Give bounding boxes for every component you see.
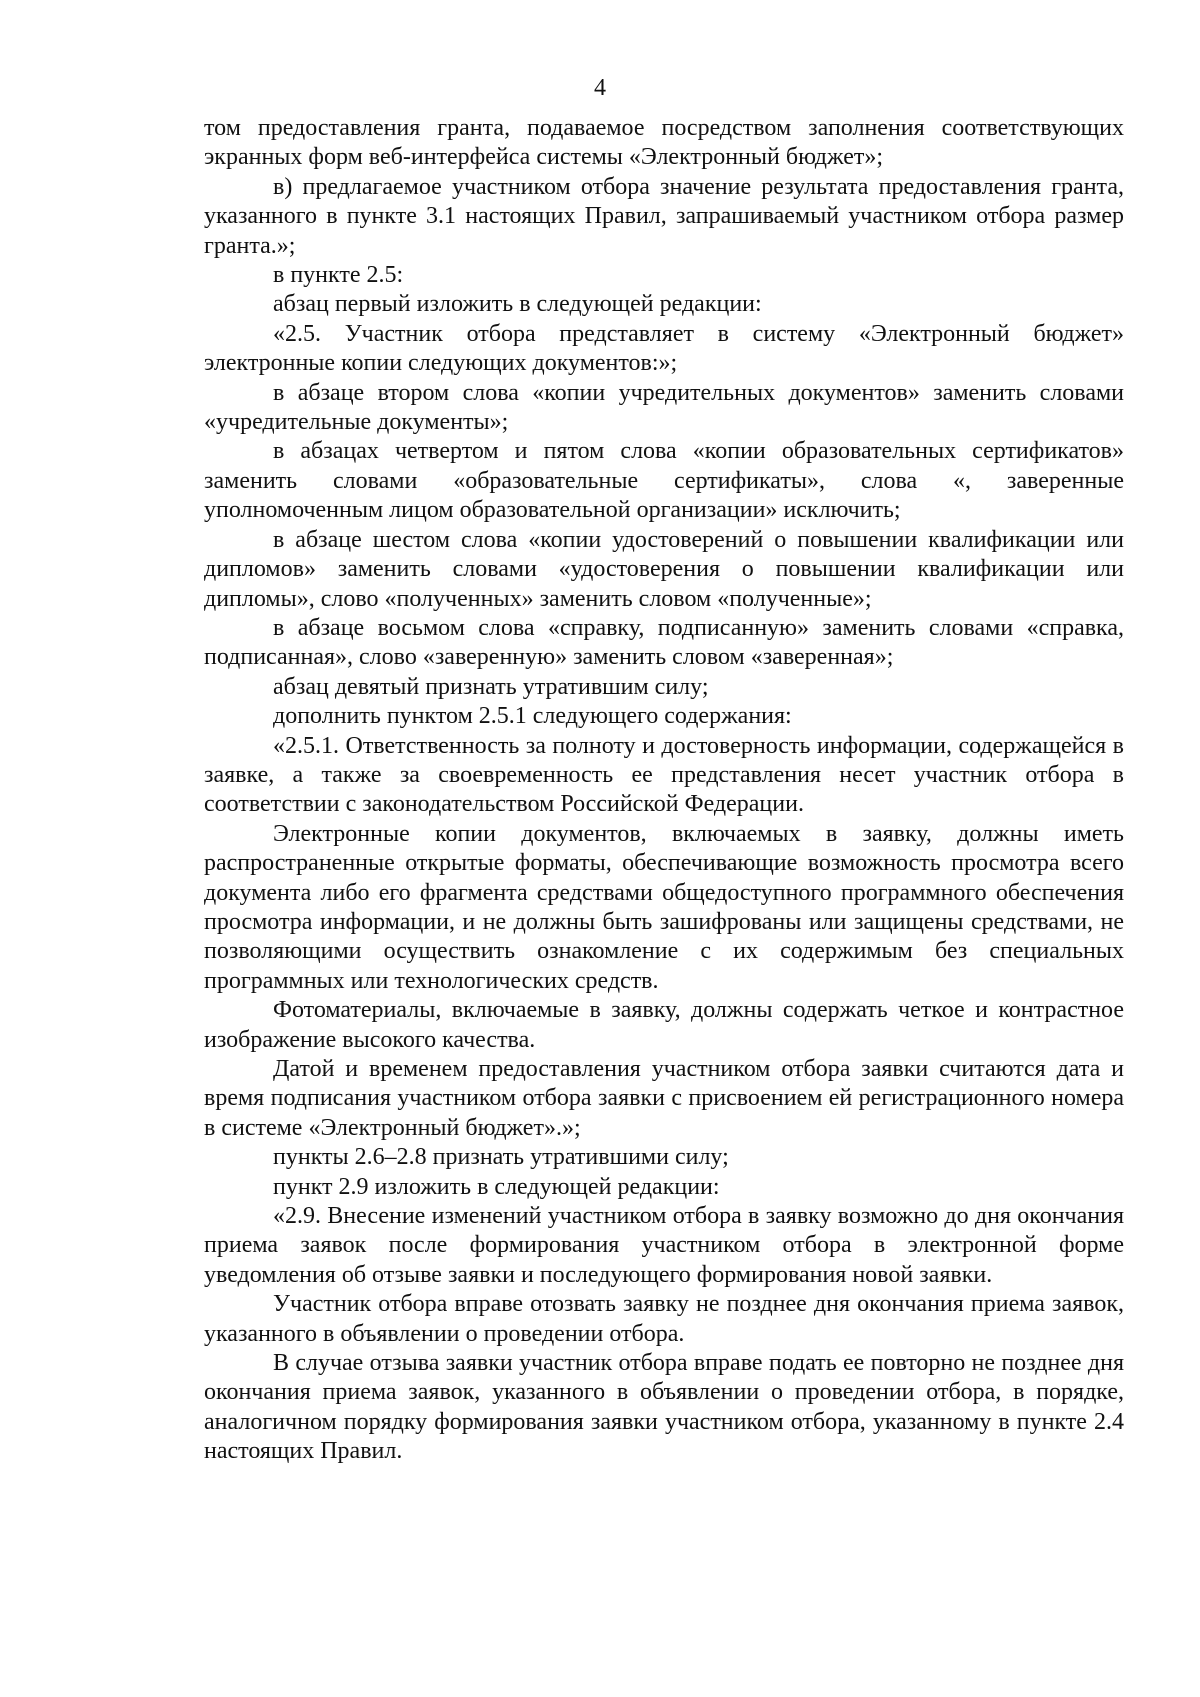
page-number: 4 [594, 75, 606, 101]
paragraph-3: в пункте 2.5: [273, 262, 404, 289]
paragraph-9: в абзаце восьмом слова «справку, подписанную» заменить словами «справка, подписанная», слово «заверенную» заменить словом «заверенная»; [204, 614, 1124, 671]
paragraph-12: «2.5.1. Ответственность за полноту и достоверность информации, содержащейся в заявке, а также за своевременность ее представления несет участник отбора в соответствии с законодательством Российской Федерации. [204, 732, 1124, 818]
paragraph-1: том предоставления гранта, подаваемое посредством заполнения соответствующих экранных форм веб-интерфейса системы «Электронный бюджет»; [204, 115, 1124, 171]
paragraph-16: пункты 2.6–2.8 признать утратившими силу; [273, 1144, 729, 1171]
paragraph-4: абзац первый изложить в следующей редакции: [273, 291, 762, 318]
paragraph-14: Фотоматериалы, включаемые в заявку, должны содержать четкое и контрастное изображение высокого качества. [204, 997, 1124, 1053]
paragraph-18: «2.9. Внесение изменений участником отбора в заявку возможно до дня окончания приема заявок после формирования участником отбора в электронной форме уведомления об отзыве заявки и последующего формирования новой заявки. [204, 1203, 1124, 1288]
paragraph-19: Участник отбора вправе отозвать заявку не позднее дня окончания приема заявок, указанного в объявлении о проведении отбора. [204, 1291, 1124, 1347]
paragraph-2: в) предлагаемое участником отбора значение результата предоставления гранта, указанного в пункте 3.1 настоящих Правил, запрашиваемый участником отбора размер гранта.»; [204, 173, 1124, 259]
paragraph-8: в абзаце шестом слова «копии удостоверений о повышении квалификации или дипломов» заменить словами «удостоверения о повышении квалификации или дипломы», слово «полученных» заменить словом «полученные»; [204, 526, 1124, 612]
document-body [204, 114, 1124, 1467]
paragraph-11: дополнить пунктом 2.5.1 следующего содержания: [273, 703, 792, 730]
paragraph-5: «2.5. Участник отбора представляет в систему «Электронный бюджет» электронные копии следующих документов:»; [204, 320, 1124, 377]
paragraph-7: в абзацах четвертом и пятом слова «копии образовательных сертификатов» заменить словами «образовательные сертификаты», слова «, заверенные уполномоченным лицом образовательной организации» исключить; [204, 438, 1124, 524]
paragraph-17: пункт 2.9 изложить в следующей редакции: [273, 1173, 720, 1200]
paragraph-20: В случае отзыва заявки участник отбора вправе подать ее повторно не позднее дня окончания приема заявок, указанного в объявлении о проведении отбора, в порядке, аналогичном порядку формирования заявки участником отбора, указанному в пункте 2.4 настоящих Правил. [204, 1350, 1124, 1465]
paragraph-10: абзац девятый признать утратившим силу; [273, 673, 709, 700]
paragraph-15: Датой и временем предоставления участником отбора заявки считаются дата и время подписания участником отбора заявки с присвоением ей регистрационного номера в системе «Электронный бюджет».»; [204, 1056, 1124, 1141]
paragraph-6: в абзаце втором слова «копии учредительных документов» заменить словами «учредительные документы»; [204, 379, 1124, 436]
paragraph-13: Электронные копии документов, включаемых в заявку, должны иметь распространенные открытые форматы, обеспечивающие возможность просмотра всего документа либо его фрагмента средствами общедоступного программного обеспечения просмотра информации, и не должны быть зашифрованы или защищены средствами, не позволяющими осуществить ознакомление с их содержимым без специальных программных или технологических средств. [204, 820, 1124, 994]
